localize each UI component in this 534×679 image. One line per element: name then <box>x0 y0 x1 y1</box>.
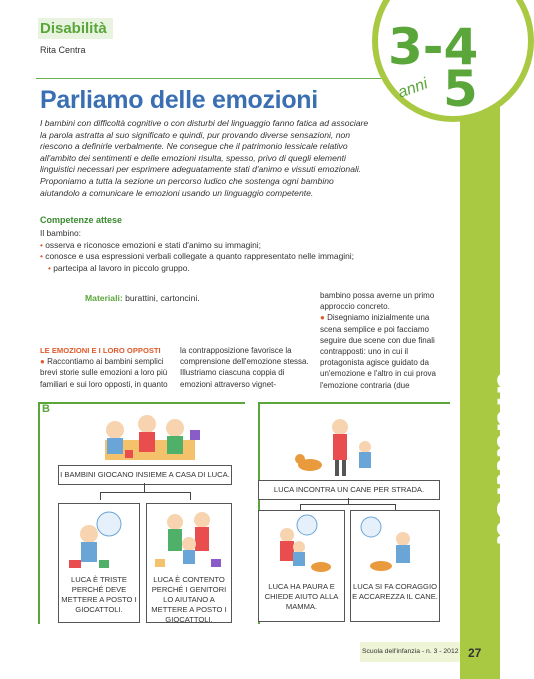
competenze-item: • osserva e riconosce emozioni e stati d'animo su immagini; <box>40 239 261 250</box>
competenze-title: Competenze attese <box>40 215 123 225</box>
column-1-text: Raccontiamo ai bambini semplici brevi storie sulle emozioni a loro più familiari e sui loro opposti, in quanto <box>40 357 168 389</box>
caption-right-a: LUCA HA PAURA E CHIEDE AIUTO ALLA MAMMA. <box>264 582 339 611</box>
caption-left-b: LUCA È CONTENTO PERCHÉ I GENITORI LO AIUTANO A METTERE A POSTO I GIOCATTOLI. <box>151 575 227 624</box>
competenze-lead: Il bambino: <box>40 228 81 238</box>
materiali-text: burattini, cartoncini. <box>125 293 200 303</box>
age-from: 3-4 <box>388 18 479 76</box>
section-tag: Disabilità <box>38 18 113 39</box>
brave-boy-illustration <box>351 511 437 577</box>
page-number: 27 <box>468 646 482 660</box>
boy-meets-dog-illustration <box>295 415 405 480</box>
column-3 <box>320 290 450 391</box>
materiali-label: Materiali: <box>85 293 123 303</box>
footer-source: Scuola dell'infanzia - n. 3 - 2012 <box>362 648 459 655</box>
column-1-title: LE EMOZIONI E I LORO OPPOSTI <box>40 346 161 355</box>
caption-right-b: LUCA SI FA CORAGGIO E ACCAREZZA IL CANE. <box>352 582 438 601</box>
caption-right-main: LUCA INCONTRA UN CANE PER STRADA. <box>273 485 425 494</box>
caption-box <box>58 465 232 485</box>
competenze-item: • conosce e usa espressioni verbali collegate a quanto rappresentato nelle immagini; <box>40 251 354 261</box>
column-2: la contrapposizione favorisce la comprensione dell'emozione stessa. Illustriamo ciascuna coppia di emozioni attraverso vignet- <box>180 346 309 389</box>
scared-boy-illustration <box>259 511 342 577</box>
happy-family-illustration <box>147 504 229 570</box>
connector-line <box>300 504 395 505</box>
materiali <box>85 293 200 303</box>
children-playing-illustration <box>85 410 215 465</box>
caption-left-a: LUCA È TRISTE PERCHÉ DEVE METTERE A POSTO I GIOCATTOLI. <box>61 575 137 614</box>
author: Rita Centra <box>40 45 86 55</box>
age-to: 5 <box>443 60 478 118</box>
bullet-icon: ● <box>320 313 325 323</box>
connector-line <box>144 483 145 492</box>
caption-box <box>258 480 440 500</box>
figure-label: B <box>42 403 50 415</box>
intro-text: I bambini con difficoltà cognitive o con disturbi del linguaggio fanno fatica ad associare la parola astratta al suo significato e quindi, pur provando diverse sensazioni, non riescono a definirle verbalmente. Ne consegue che il patrimonio lessicale relativo all'ambito dei sentimenti e delle emozioni risulta, spesso, privo di quegli elementi linguistici necessari per esprimere adeguatamente stati d'animo e vissuti emozionali. Proponiamo a tutta la sezione un percorso ludico che sostenga ogni bambino aiutandolo a comunicare le emozioni usando un linguaggio competente. <box>40 118 369 198</box>
side-label: didattica <box>488 370 533 545</box>
sad-boy-illustration <box>59 504 137 570</box>
connector-line <box>348 498 349 504</box>
age-unit: anni <box>395 75 431 102</box>
page-title: Parliamo delle emozioni <box>40 86 318 114</box>
connector-line <box>100 492 101 500</box>
connector-line <box>190 492 191 500</box>
column-3-text-b: ● Disegniamo inizialmente una scena semplice e poi facciamo seguire due scene con due finali contrapposti: uno in cui il protagonista agisce guidato da un'emozione e l'altro in cui prova l'emozione contraria (due <box>320 313 437 390</box>
caption-left-main: I BAMBINI GIOCANO INSIEME A CASA DI LUCA. <box>60 470 230 479</box>
competenze-item: • partecipa al lavoro in piccolo gruppo. <box>48 262 190 273</box>
caption-box <box>58 503 140 623</box>
column-3-text-a: bambino possa averne un primo approccio concreto. <box>320 291 435 312</box>
bullet-icon: ● <box>40 357 45 367</box>
caption-box <box>350 510 440 622</box>
competenze-list <box>40 228 360 274</box>
caption-box <box>146 503 232 623</box>
column-1 <box>40 345 172 390</box>
connector-line <box>100 492 190 493</box>
caption-box <box>258 510 345 622</box>
